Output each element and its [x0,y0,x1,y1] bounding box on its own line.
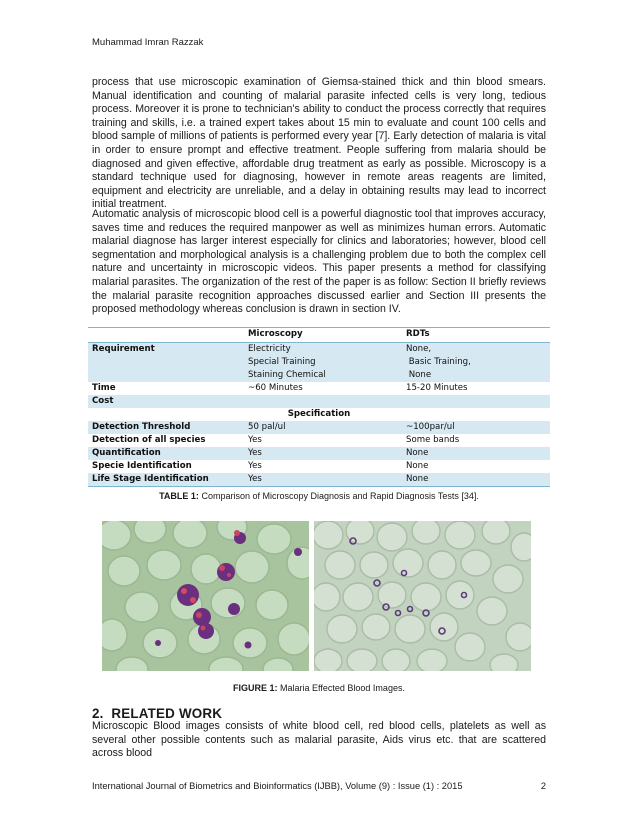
cell-rdt-all-species: Some bands [402,434,550,447]
row-label-life-stage: Life Stage Identification [88,473,244,487]
table-caption [0,491,638,501]
table-header-rdts: RDTs [402,328,550,343]
page-number: 2 [540,781,546,791]
section-heading: 2. RELATED WORK [92,706,223,721]
footer-journal: International Journal of Biometrics and Bioinformatics (IJBB), Volume (9) : Issue (1) : 2015 [92,781,463,791]
comparison-table [88,327,550,487]
figure-caption [0,683,638,693]
cell-micro-special-training: Special Training [244,356,402,369]
specification-subheader: Specification [88,408,550,421]
row-label-time: Time [88,382,244,395]
row-label-all-species: Detection of all species [88,434,244,447]
cell-rdt-detection-threshold: ~100par/ul [402,421,550,434]
blood-smear-image-right [314,521,531,671]
cell-rdt-time: 15-20 Minutes [402,382,550,395]
page-footer [92,781,546,791]
cell-rdt-basic-training: Basic Training, [402,356,550,369]
table-header-microscopy: Microscopy [244,328,402,343]
cell-micro-life-stage: Yes [244,473,402,487]
cell-rdt-specie-identification: None [402,460,550,473]
cell-rdt-quantification: None [402,447,550,460]
figure-caption-text: Malaria Effected Blood Images. [277,683,405,693]
row-label-specie-identification: Specie Identification [88,460,244,473]
row-label-requirement: Requirement [88,343,244,357]
row-label-quantification: Quantification [88,447,244,460]
cell-micro-specie-identification: Yes [244,460,402,473]
table-caption-label: TABLE 1: [159,491,199,501]
cell-micro-detection-threshold: 50 pal/ul [244,421,402,434]
body-paragraph-2: Automatic analysis of microscopic blood cell is a powerful diagnostic tool that improves accuracy, saves time and reduces the required manpower as well as minimizes human errors. Automatic malarial diagnose has larger interest especially for clinics and laboratories; however, blood cell segmentation and morphological analysis is a challenging problem due to both the complex cell nature and uncertainty in microscopic videos. This paper presents a method for classifying malarial parasites. The organization of the rest of the paper is as follow: Section II briefly reviews the malarial parasite recognition approaches discussed earlier and Section III presents the proposed methodology whereas conclusion is drawn in section IV. [92,208,546,316]
body-paragraph-3: Microscopic Blood images consists of white blood cell, red blood cells, platelets as well as several other possible contents such as malarial parasite, Aids virus etc. that are scattered across blood [92,720,546,760]
blood-smear-image-left [102,521,309,671]
cell-rdt-life-stage: None [402,473,550,487]
cell-micro-quantification: Yes [244,447,402,460]
table-caption-text: Comparison of Microscopy Diagnosis and Rapid Diagnosis Tests [34]. [198,491,479,501]
cell-micro-all-species: Yes [244,434,402,447]
body-paragraph-1: process that use microscopic examination of Giemsa-stained thick and thin blood smears. Manual identification and counting of malarial parasite infected cells is very long, tedious process. Moreover it is prone to technician's ability to conduct the process correctly that requires training and skills, i.e. a trained expert takes about 15 min to evaluate and count 100 cells and blood sample of millions of patients is performed every year [7]. Early detection of malaria is vital in order to ensure prompt and effective treatment. People suffering from malaria should be diagnosed and given effective, affordable drug treatment as early as possible. Microscopy is a standard technique used for diagnosing, however in remote areas reagents are limited, equipment and electricity are unreliable, and a delay in obtaining results may lead to incorrect initial treatment. [92,76,546,211]
row-label-cost: Cost [88,395,244,408]
cell-rdt-none: None, [402,343,550,357]
cell-micro-electricity: Electricity [244,343,402,357]
cell-micro-staining-chemical: Staining Chemical [244,369,402,382]
running-header-author: Muhammad Imran Razzak [92,37,204,48]
cell-rdt-none-2: None [402,369,550,382]
table-header-empty [88,328,244,343]
row-label-detection-threshold: Detection Threshold [88,421,244,434]
figure-caption-label: FIGURE 1: [233,683,278,693]
cell-micro-time: ~60 Minutes [244,382,402,395]
